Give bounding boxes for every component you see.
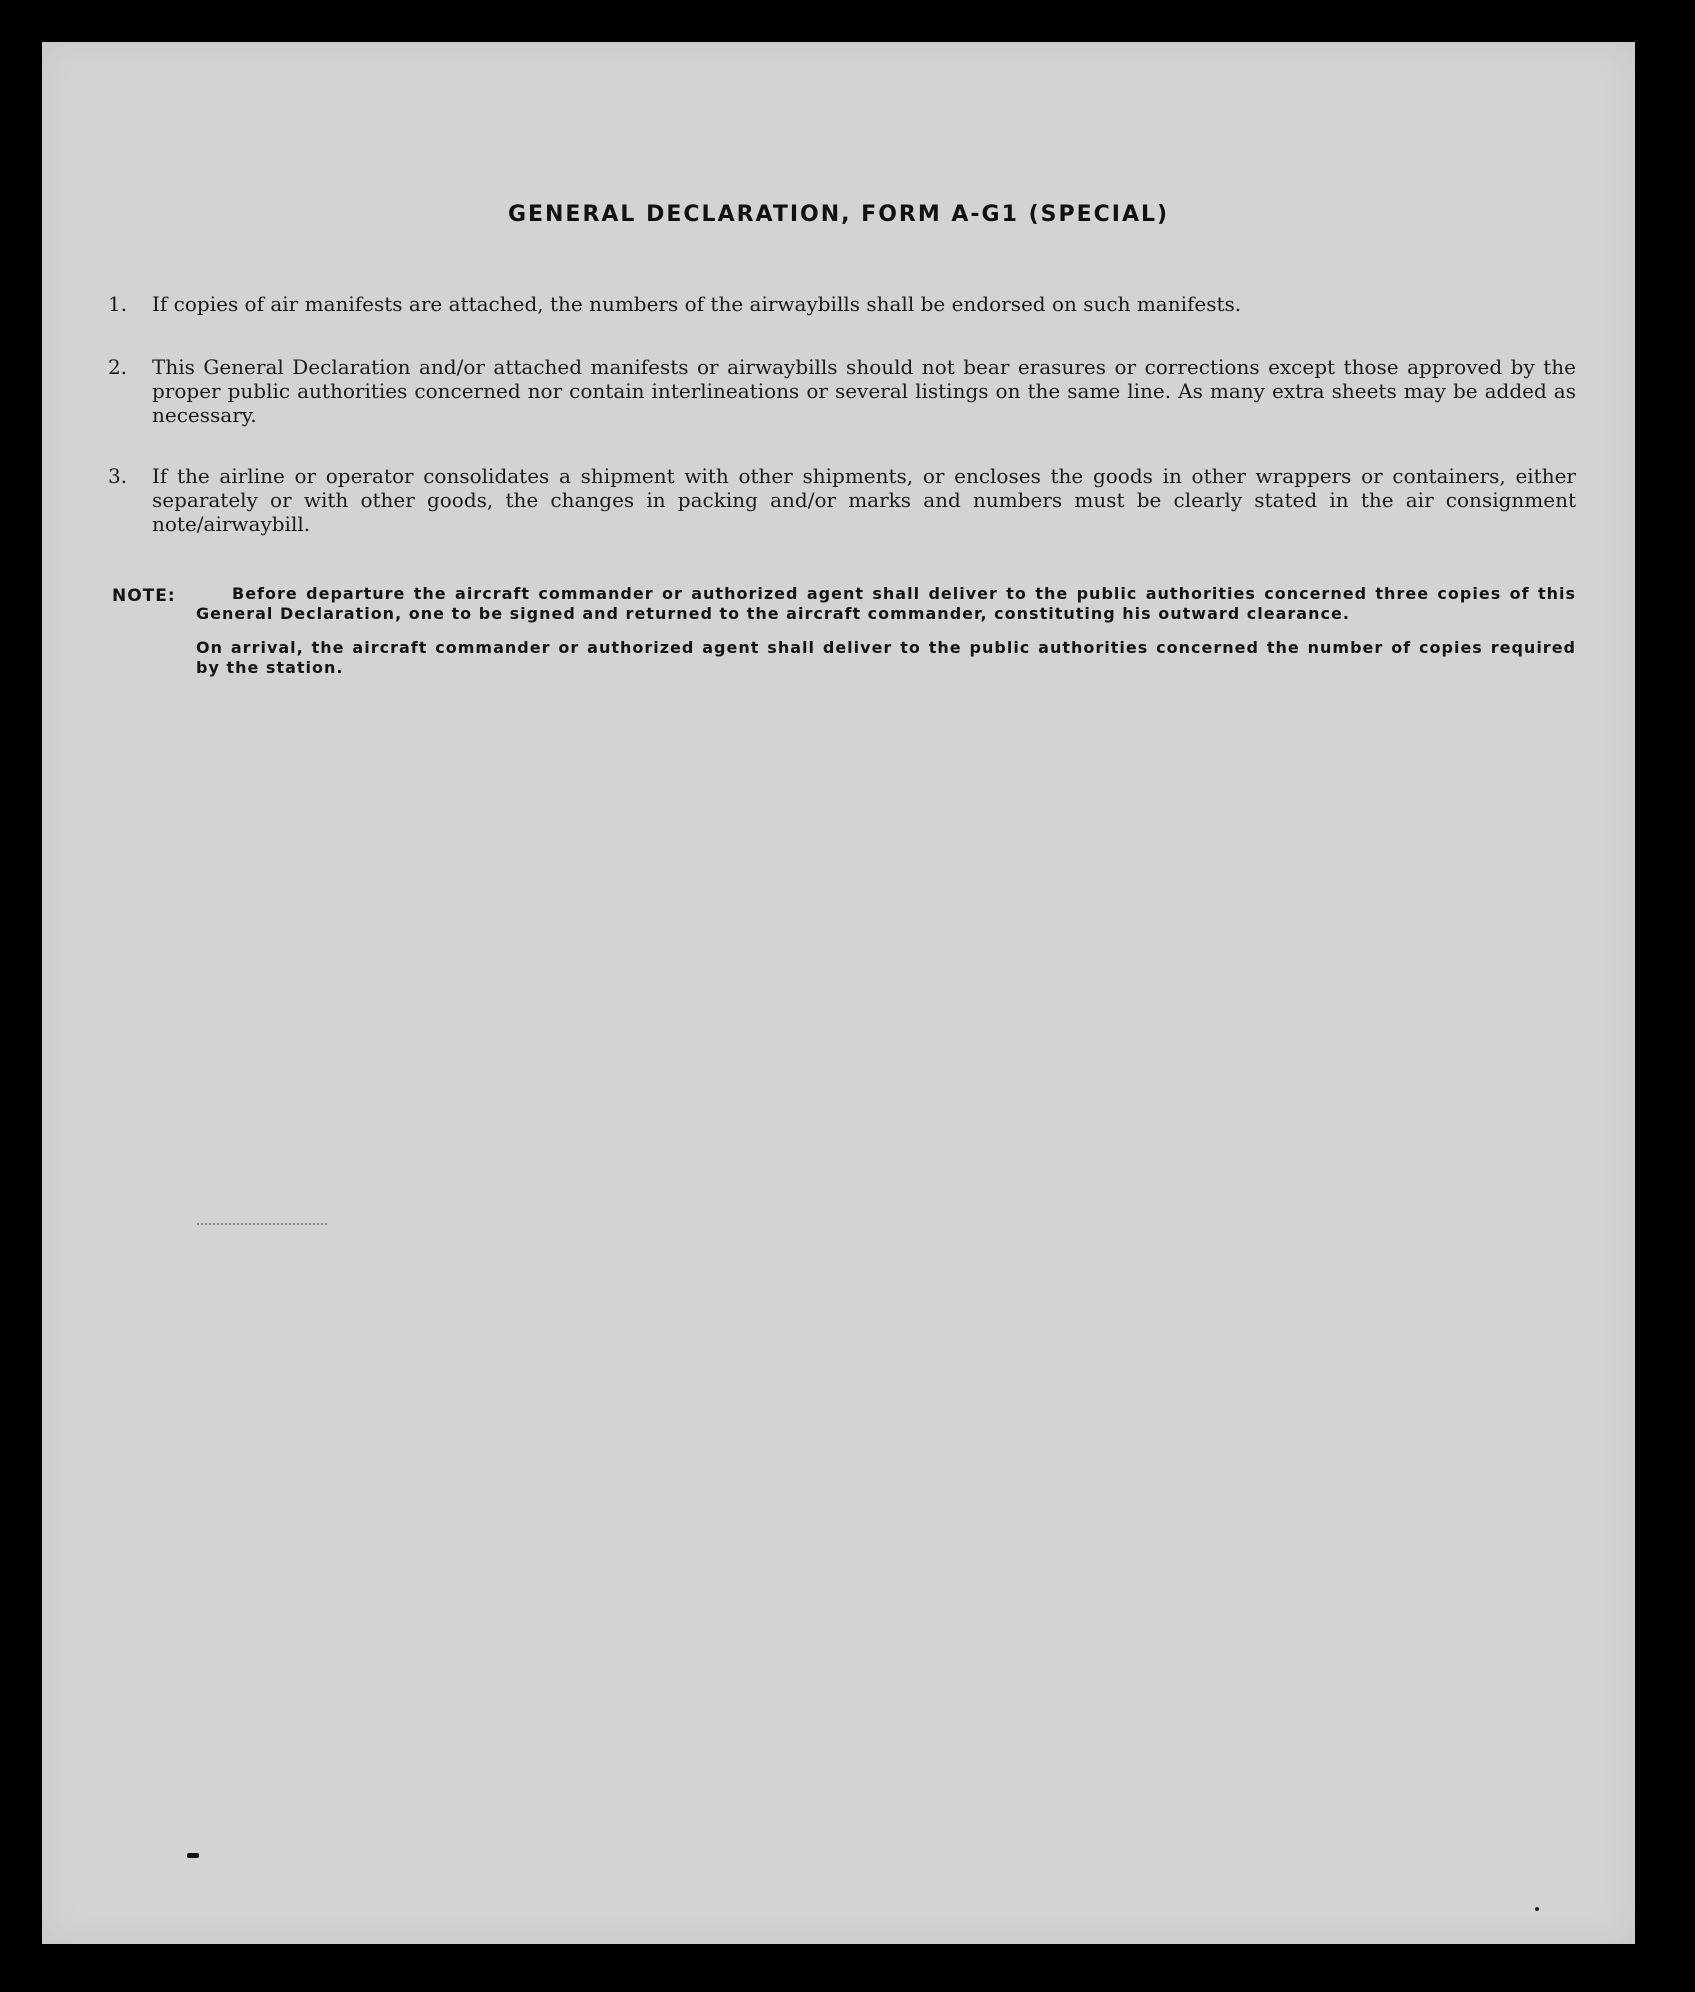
item-text: If copies of air manifests are attached, the numbers of the airwaybills shall be endorsed on such manifests. <box>152 292 1242 316</box>
instruction-item <box>108 464 1576 536</box>
note-paragraph: Before departure the aircraft commander or authorized agent shall deliver to the public authorities concerned three copies of this General Declaration, one to be signed and returned to the aircraft commander, constituting his outward clearance. <box>196 584 1576 623</box>
document-title: GENERAL DECLARATION, FORM A-G1 (SPECIAL) <box>507 202 1170 227</box>
note-label: NOTE: <box>112 586 176 606</box>
instruction-item <box>108 292 1576 316</box>
instruction-item <box>108 355 1576 427</box>
item-text: This General Declaration and/or attached manifests or airwaybills should not bear erasures or corrections except those approved by the proper public authorities concerned nor contain interlineations or several listings on the same line. As many extra sheets may be added as necessary. <box>152 355 1576 427</box>
item-text: If the airline or operator consolidates a shipment with other shipments, or encloses the goods in other wrappers or containers, either separately or with other goods, the changes in packing and/or marks and numbers must be clearly stated in the air consignment note/airwaybill. <box>152 464 1576 536</box>
torn-corner <box>42 1902 402 1992</box>
ink-mark <box>1535 1907 1539 1911</box>
note-paragraph: On arrival, the aircraft commander or authorized agent shall deliver to the public authorities concerned the number of copies required by the station. <box>196 638 1576 677</box>
item-number: 1. <box>108 292 128 316</box>
item-number: 3. <box>108 464 128 488</box>
ink-mark <box>187 1853 199 1858</box>
note-section <box>112 584 1576 678</box>
item-number: 2. <box>108 355 128 379</box>
document-sheet <box>42 42 1635 1944</box>
stray-specks <box>197 1223 327 1227</box>
